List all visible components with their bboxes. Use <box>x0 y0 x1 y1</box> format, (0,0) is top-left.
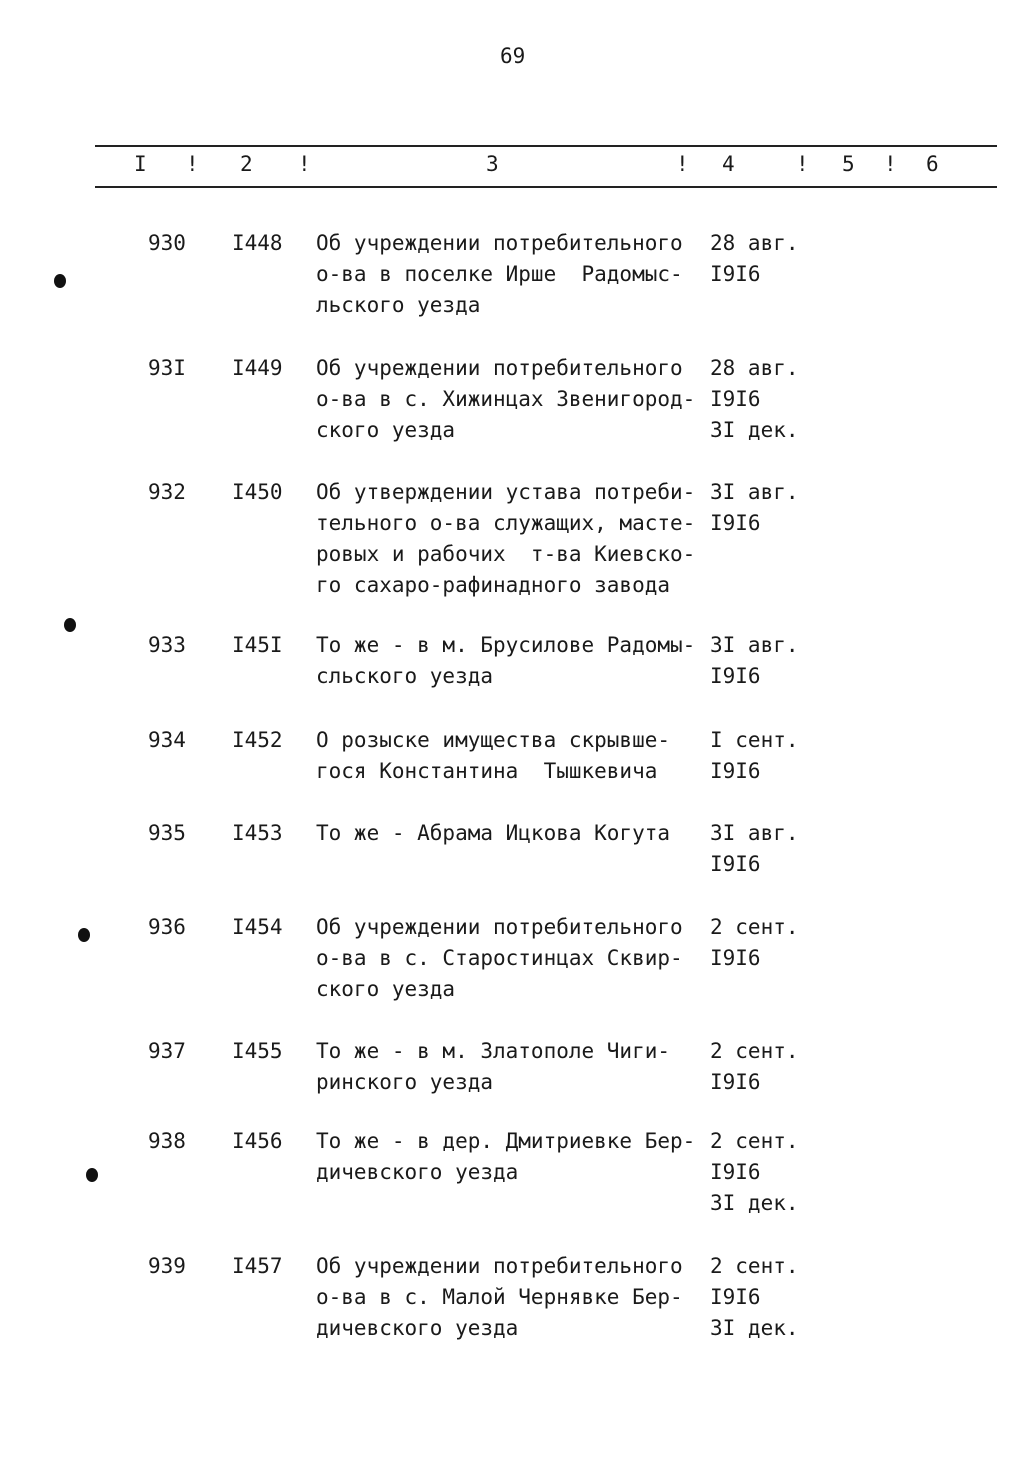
date-line: 3I авг. <box>710 480 799 504</box>
description-line: го сахаро-рафинадного завода <box>316 573 671 597</box>
date-line: 3I дек. <box>710 418 799 442</box>
col-separator: ! <box>676 152 689 176</box>
description <box>316 630 706 692</box>
date-line: 2 сент. <box>710 1129 799 1153</box>
description-line: То же - в м. Златополе Чиги- <box>316 1039 671 1063</box>
date-line: 3I дек. <box>710 1191 799 1215</box>
date-line: 2 сент. <box>710 915 799 939</box>
description <box>316 353 706 446</box>
row-number: 933 <box>148 633 186 657</box>
date-cell <box>710 630 830 692</box>
date-line: I9I6 <box>710 387 761 411</box>
col-header-6: 6 <box>926 152 939 176</box>
date-line: I сент. <box>710 728 799 752</box>
date-line: 3I дек. <box>710 1316 799 1340</box>
date-cell <box>710 725 830 787</box>
date-cell <box>710 1126 830 1219</box>
date-cell <box>710 477 830 539</box>
date-line: I9I6 <box>710 1070 761 1094</box>
row-number: 938 <box>148 1129 186 1153</box>
date-line: I9I6 <box>710 511 761 535</box>
date-line: I9I6 <box>710 946 761 970</box>
file-number: I45I <box>232 633 283 657</box>
file-number: I449 <box>232 356 283 380</box>
description-line: То же - Абрама Ицкова Когута <box>316 821 671 845</box>
description <box>316 477 706 601</box>
row-number: 932 <box>148 480 186 504</box>
description-line: о-ва в поселке Ирше Радомыс- <box>316 262 683 286</box>
description <box>316 818 706 849</box>
description <box>316 912 706 1005</box>
row-number: 934 <box>148 728 186 752</box>
row-number: 939 <box>148 1254 186 1278</box>
description <box>316 725 706 787</box>
date-cell <box>710 1036 830 1098</box>
row-number: 93I <box>148 356 186 380</box>
file-number: I453 <box>232 821 283 845</box>
date-line: 28 авг. <box>710 356 799 380</box>
col-header-5: 5 <box>842 152 855 176</box>
description-line: Об учреждении потребительного <box>316 915 683 939</box>
date-line: 3I авг. <box>710 821 799 845</box>
file-number: I452 <box>232 728 283 752</box>
description-line: Об учреждении потребительного <box>316 231 683 255</box>
date-line: I9I6 <box>710 1285 761 1309</box>
description-line: тельного о-ва служащих, масте- <box>316 511 696 535</box>
description <box>316 228 706 321</box>
description-line: льского уезда <box>316 293 481 317</box>
file-number: I457 <box>232 1254 283 1278</box>
date-cell <box>710 818 830 880</box>
col-separator: ! <box>796 152 809 176</box>
date-line: 2 сент. <box>710 1254 799 1278</box>
col-separator: ! <box>298 152 311 176</box>
description-line: о-ва в с. Малой Чернявке Бер- <box>316 1285 683 1309</box>
description-line: сльского уезда <box>316 664 494 688</box>
col-header-1: I <box>134 152 147 176</box>
row-number: 930 <box>148 231 186 255</box>
col-header-4: 4 <box>722 152 735 176</box>
description <box>316 1126 706 1188</box>
description-line: Об утверждении устава потреби- <box>316 480 696 504</box>
col-header-2: 2 <box>240 152 253 176</box>
description-line: о-ва в с. Старостинцах Сквир- <box>316 946 683 970</box>
date-line: I9I6 <box>710 262 761 286</box>
description-line: о-ва в с. Хижинцах Звенигород- <box>316 387 696 411</box>
date-line: I9I6 <box>710 664 761 688</box>
description-line: ского уезда <box>316 418 456 442</box>
row-number: 937 <box>148 1039 186 1063</box>
file-number: I454 <box>232 915 283 939</box>
date-line: I9I6 <box>710 759 761 783</box>
description-line: О розыске имущества скрывше- <box>316 728 671 752</box>
description-line: гося Константина Тышкевича <box>316 759 658 783</box>
file-number: I455 <box>232 1039 283 1063</box>
description <box>316 1036 706 1098</box>
description-line: То же - в дер. Дмитриевке Бер- <box>316 1129 696 1153</box>
binding-hole-mark <box>86 1168 98 1182</box>
file-number: I456 <box>232 1129 283 1153</box>
binding-hole-mark <box>78 928 90 942</box>
date-line: 2 сент. <box>710 1039 799 1063</box>
date-line: 3I авг. <box>710 633 799 657</box>
date-cell <box>710 228 830 290</box>
date-line: I9I6 <box>710 852 761 876</box>
page-number: 69 <box>500 44 526 68</box>
date-line: 28 авг. <box>710 231 799 255</box>
col-separator: ! <box>884 152 897 176</box>
date-cell <box>710 912 830 974</box>
description-line: То же - в м. Брусилове Радомы- <box>316 633 696 657</box>
row-number: 936 <box>148 915 186 939</box>
description-line: Об учреждении потребительного <box>316 356 683 380</box>
description-line: дичевского уезда <box>316 1160 519 1184</box>
description <box>316 1251 706 1344</box>
date-cell <box>710 353 830 446</box>
file-number: I450 <box>232 480 283 504</box>
description-line: ского уезда <box>316 977 456 1001</box>
col-header-3: 3 <box>486 152 499 176</box>
description-line: ровых и рабочих т-ва Киевско- <box>316 542 696 566</box>
description-line: Об учреждении потребительного <box>316 1254 683 1278</box>
description-line: дичевского уезда <box>316 1316 519 1340</box>
binding-hole-mark <box>54 274 66 288</box>
header-top-rule <box>95 145 997 147</box>
date-line: I9I6 <box>710 1160 761 1184</box>
header-bottom-rule <box>95 186 997 188</box>
file-number: I448 <box>232 231 283 255</box>
date-cell <box>710 1251 830 1344</box>
row-number: 935 <box>148 821 186 845</box>
col-separator: ! <box>186 152 199 176</box>
description-line: ринского уезда <box>316 1070 494 1094</box>
binding-hole-mark <box>64 618 76 632</box>
